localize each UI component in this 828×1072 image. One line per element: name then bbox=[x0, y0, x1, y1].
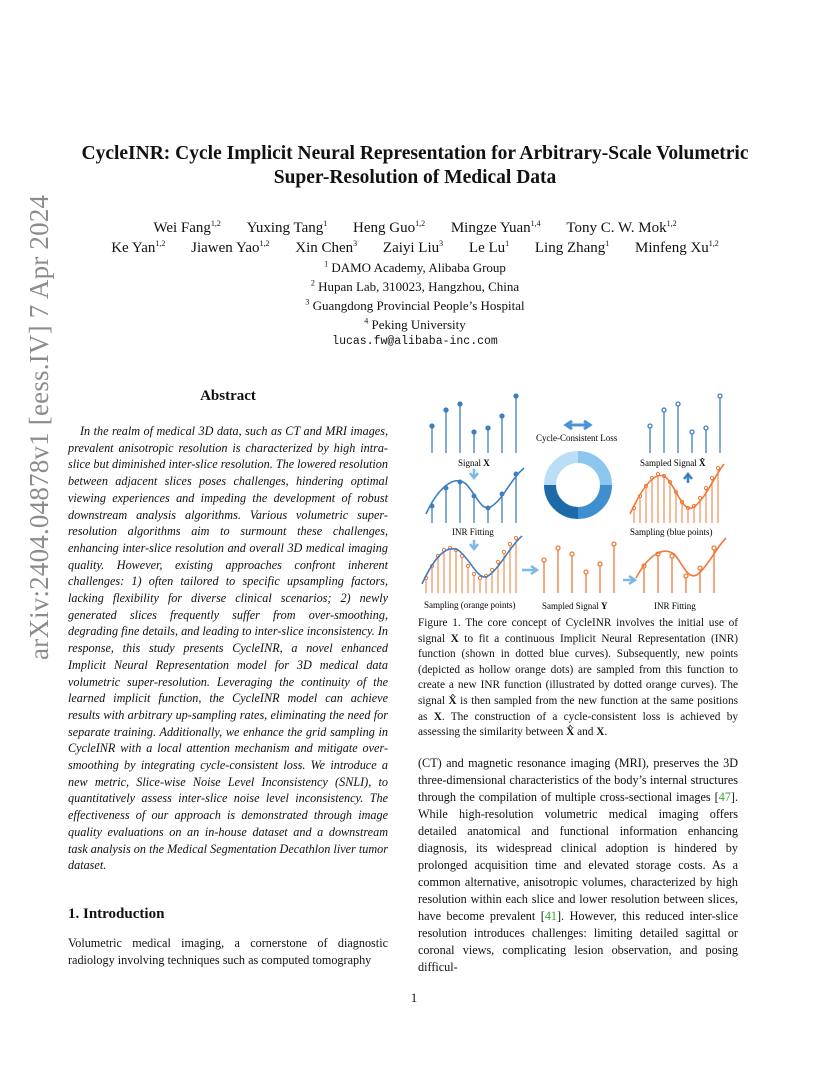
label-sampled-xhat: Sampled Signal X̂ bbox=[640, 458, 706, 468]
arrow-right-icon bbox=[623, 576, 635, 584]
affiliation: $^2$ Hupan Lab, 310023, Hangzhou, China bbox=[310, 278, 520, 294]
author: Wei Fang$^{1,2}$ bbox=[153, 219, 221, 236]
author: Jiawen Yao$^{1,2}$ bbox=[191, 239, 270, 256]
author-email: lucas.fw@alibaba-inc.com bbox=[332, 335, 498, 348]
author: Le Lu$^1$ bbox=[468, 239, 510, 256]
author: Ling Zhang$^1$ bbox=[534, 239, 610, 256]
author: Ke Yan$^{1,2}$ bbox=[111, 239, 166, 256]
page-number: 1 bbox=[410, 990, 418, 1005]
citation-link[interactable]: 47 bbox=[718, 790, 731, 804]
abstract-text: In the realm of medical 3D data, such as CT and MRI images, prevalent anisotropic resolution is characterized by high intra-slice but diminished inter-slice resolution. The lowered resolution between adjacent slices poses challenges, hindering optimal viewing experiences and impeding the development of robust downstream analysis algorithms. Various volumetric super-resolution algorithms aim to surmount these challenges, enhancing inter-slice resolution and overall 3D medical imaging quality. However, existing approaches confront inherent challenges: 1) often tailored to specific upsampling factors, lacking flexibility for diverse clinical scenarios; 2) newly generated slices frequently suffer from over-smoothing, degrading fine details, and leading to inter-slice inconsistency. In response, this study presents CycleINR, a novel enhanced Implicit Neural Representation model for 3D medical data volumetric super-resolution. Leveraging the continuity of the learned implicit function, the CycleINR model can achieve results with arbitrary up-sampling rates, eliminating the need for separate training. Additionally, we enhance the grid sampling in CycleINR with a local attention mechanism and mitigate over-smoothing by integrating cycle-consistent loss. We introduce a new metric, Slice-wise Noise Level Inconsistency (SNLI), to quantitatively assess inter-slice noise level inconsistency. The effectiveness of our approach is demonstrated through image quality evaluations on an in-house dataset and a downstream task analysis on the Medical Segmentation Decathlon liver tumor dataset. bbox=[68, 424, 388, 873]
figure-1-caption: Figure 1. The core concept of CycleINR involves the initial use of signal X to fit a continuous Implicit Neural Representation (INR) function (shown in dotted blue curves). Subsequently, new points (depicted as hollow orange dots) are sampled from this function to create a new INR function (illustrated by dotted orange curves). The signal X̂ is then sampled from the new function at the same positions as X. The construction of a cycle-consistent loss is achieved by assessing the similarity between X̂ and X. bbox=[418, 617, 738, 739]
double-arrow-icon bbox=[566, 421, 590, 429]
cycle-icon bbox=[550, 457, 606, 513]
arrow-right-icon bbox=[522, 566, 537, 574]
label-sampling-blue: Sampling (blue points) bbox=[630, 527, 713, 537]
author: Tony C. W. Mok$^{1,2}$ bbox=[566, 219, 677, 236]
arxiv-stamp-text: arXiv:2404.04878v1 [eess.IV] 7 Apr 2024 bbox=[24, 194, 54, 660]
author: Xin Chen$^3$ bbox=[295, 239, 358, 256]
affiliation: $^3$ Guangdong Provincial People’s Hospital bbox=[305, 297, 525, 313]
label-signal-x: Signal X bbox=[458, 458, 490, 468]
affiliation: $^1$ DAMO Academy, Alibaba Group bbox=[324, 259, 506, 275]
label-inr-fitting-2: INR Fitting bbox=[654, 601, 696, 611]
introduction-text-right: (CT) and magnetic resonance imaging (MRI), preserves the 3D three-dimensional characteristics of the body’s internal structures through the compilation of multiple cross-sectional images [47]. While high-resolution volumetric medical imaging offers detailed anatomical and functional information enhancing diagnosis, its widespread clinical adoption is hindered by prolonged acquisition time and elevated storage costs. As a common alternative, anisotropic volumes, characterized by high resolution within each slice and lower resolution between slices, have become prevalent [41]. However, this reduced inter-slice resolution introduces challenges: limiting detailed sagittal or coronal views, complicating lesion observation, and posing difficul- bbox=[418, 756, 738, 974]
introduction-text-left: Volumetric medical imaging, a cornerstone of diagnostic radiology involving techniques such as computed tomography bbox=[68, 936, 388, 967]
author: Mingze Yuan$^{1,4}$ bbox=[450, 219, 541, 236]
figure-1 bbox=[418, 388, 730, 613]
arrow-down-icon bbox=[470, 469, 478, 478]
authors-row-1 bbox=[60, 218, 770, 238]
inr-fitting-orange bbox=[636, 538, 726, 593]
author: Yuxing Tang$^1$ bbox=[246, 219, 328, 236]
abstract-heading: Abstract bbox=[200, 388, 256, 404]
figure-1-diagram bbox=[418, 388, 730, 613]
introduction-heading: 1. Introduction bbox=[68, 906, 165, 922]
author: Zaiyi Liu$^3$ bbox=[382, 239, 444, 256]
affiliation: $^4$ Peking University bbox=[364, 316, 466, 332]
paper-title: CycleINR: Cycle Implicit Neural Representation for Arbitrary-Scale Volumetric Super-Resolution of Medical Data bbox=[81, 143, 749, 188]
sampling-blue-points bbox=[630, 464, 724, 523]
citation-link[interactable]: 41 bbox=[544, 909, 557, 923]
author: Heng Guo$^{1,2}$ bbox=[353, 219, 426, 236]
author: Minfeng Xu$^{1,2}$ bbox=[635, 239, 719, 256]
sampled-y-stems bbox=[542, 542, 616, 593]
authors-row-2 bbox=[60, 238, 770, 258]
sampled-xhat-stems bbox=[648, 394, 722, 453]
label-sampling-orange: Sampling (orange points) bbox=[424, 600, 516, 610]
label-cycle-loss: Cycle-Consistent Loss bbox=[536, 433, 618, 443]
arxiv-stamp bbox=[6, 194, 54, 660]
signal-x-stems bbox=[430, 394, 518, 453]
arrow-down-icon bbox=[470, 540, 478, 549]
arrow-up-icon bbox=[684, 474, 692, 483]
label-inr-fitting-1: INR Fitting bbox=[452, 527, 494, 537]
label-sampled-y: Sampled Signal Y bbox=[542, 601, 608, 611]
